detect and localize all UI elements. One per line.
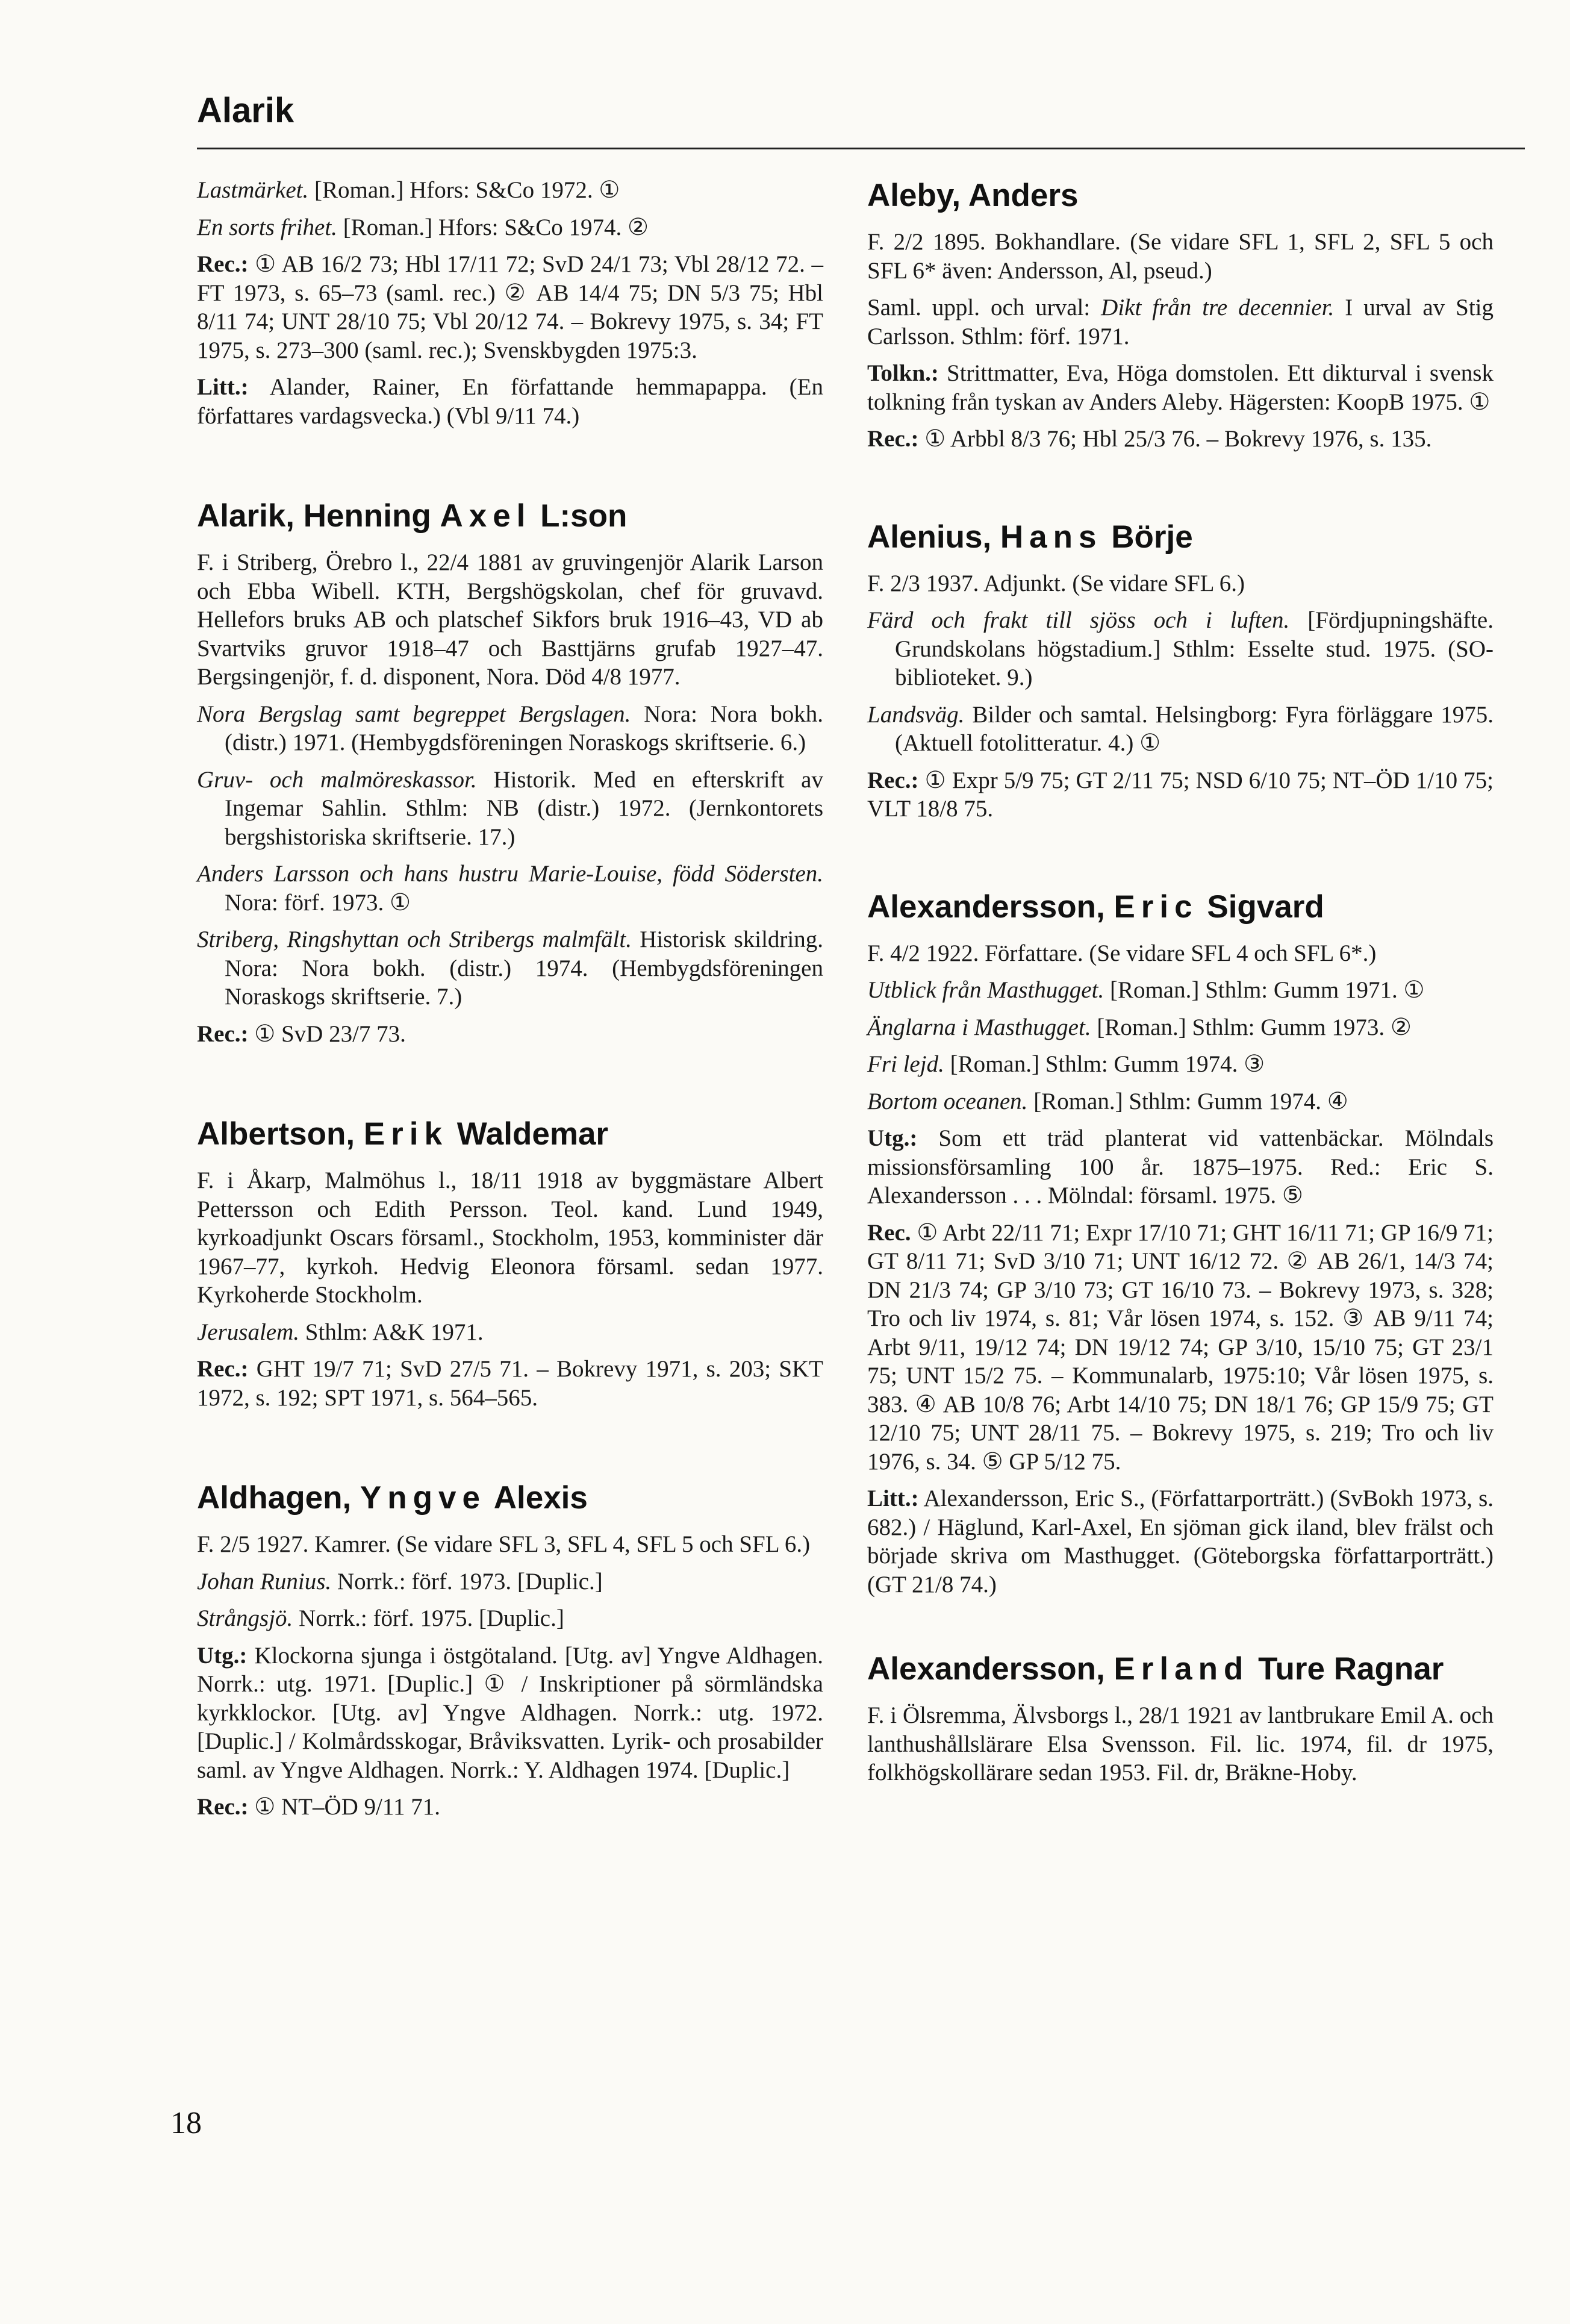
bibliography (867, 976, 1494, 1116)
literature: Litt.: Alander, Rainer, En författande hemmapappa. (En författares vardagsvecka.) (Vbl 9/11 74.) (197, 374, 823, 429)
bibliography (197, 1318, 823, 1347)
biography: F. 2/5 1927. Kamrer. (Se vidare SFL 3, SFL 4, SFL 5 och SFL 6.) (197, 1531, 811, 1557)
bibliography-item: Nora Bergslag samt begreppet Bergslagen. Nora: Nora bokh. (distr.) 1971. (Hembygdsföreningen Noraskogs skriftserie. 6.) (197, 701, 823, 755)
entry-alexandersson-eric (867, 887, 1494, 1599)
biography: F. i Striberg, Örebro l., 22/4 1881 av gruvingenjör Alarik Larson och Ebba Wibell. KTH, Bergshögskolan, chef för gruvavd. Hellefors bruks AB och platschef Sikfors bruk 1916–43, VD ab Svartviks gruvor 1918–47 och Basttjärns grufab 1927–47. Bergsingenjör, f. d. disponent, Nora. Död 4/8 1977. (197, 549, 823, 690)
bibliography-item: Gruv- och malmöreskassor. Historik. Med en efterskrift av Ingemar Sahlin. Sthlm: NB (distr.) 1972. (Jernkontorets bergshistoriska skriftserie. 17.) (197, 766, 823, 850)
biography: F. i Ölsremma, Älvsborgs l., 28/1 1921 av lantbrukare Emil A. och lanthushållslärare Elsa Svensson. Fil. lic. 1974, fil. dr 1975, folkhögskollärare sedan 1953. Fil. dr, Bräkne-Hoby. (867, 1702, 1494, 1785)
bibliography-item: Johan Runius. Norrk.: förf. 1973. [Duplic.] (197, 1568, 603, 1595)
bibliography-item: Utblick från Masthugget. [Roman.] Sthlm: Gumm 1971. ① (867, 977, 1425, 1003)
left-column (197, 176, 823, 1830)
bibliography-item: Bortom oceanen. [Roman.] Sthlm: Gumm 1974. ④ (867, 1088, 1348, 1114)
translations: Tolkn.: Strittmatter, Eva, Höga domstolen. Ett dikturval i svensk tolkning från tyskan av Anders Aleby. Hägersten: KoopB 1975. ① (867, 360, 1494, 415)
bibliography (867, 606, 1494, 758)
entry-heading: Alexandersson, Eric Sigvard (867, 889, 1324, 925)
entry-alarik-henning (197, 496, 823, 1048)
bibliography-item: Anders Larsson och hans hustru Marie-Louise, född Södersten. Nora: förf. 1973. ① (197, 861, 823, 916)
reviews: Rec.: ① SvD 23/7 73. (197, 1020, 406, 1047)
entry-heading: Alarik, Henning Axel L:son (197, 498, 628, 534)
entry-aleby (867, 176, 1494, 454)
bibliography-item: Strångsjö. Norrk.: förf. 1975. [Duplic.] (197, 1605, 564, 1631)
bibliography-item: Landsväg. Bilder och samtal. Helsingborg: Fyra förläggare 1975. (Aktuell fotolitteratur. 4.) ① (867, 701, 1494, 756)
biography: F. 4/2 1922. Författare. (Se vidare SFL 4 och SFL 6*.) (867, 940, 1377, 966)
entry-heading: Alenius, Hans Börje (867, 519, 1193, 555)
bibliography (197, 700, 823, 1011)
reviews: Rec.: ① Arbbl 8/3 76; Hbl 25/3 76. – Bokrevy 1976, s. 135. (867, 426, 1432, 452)
entry-albertson (197, 1114, 823, 1412)
entry-heading: Alexandersson, Erland Ture Ragnar (867, 1651, 1444, 1687)
biography: F. i Åkarp, Malmöhus l., 18/11 1918 av byggmästare Albert Pettersson och Edith Persson. Teol. kand. Lund 1949, kyrkoadjunkt Oscars församl., Stockholm, 1953, komminister där 1967–77, kyrkoh. Hedvig Eleonora församl. sedan 1977. Kyrkoherde Stockholm. (197, 1167, 823, 1308)
editor-works: Utg.: Klockorna sjunga i östgötaland. [Utg. av] Yngve Aldhagen. Norrk.: utg. 1971. [Duplic.] ① / Inskriptioner på sörmländska kyrkklockor. [Utg. av] Yngve Aldhagen. Norrk.: utg. 1972. [Duplic.] / Kolmårdsskogar, Bråviksvatten. Lyrik- och prosabilder saml. av Yngve Aldhagen. Norrk.: Y. Aldhagen 1974. [Duplic.] (197, 1642, 823, 1783)
entry-heading: Aleby, Anders (867, 178, 1079, 213)
reviews: Rec. ① Arbt 22/11 71; Expr 17/10 71; GHT 16/11 71; GP 16/9 71; GT 8/11 71; SvD 3/10 71; UNT 16/12 72. ② AB 26/1, 14/3 74; DN 21/3 74; GP 3/10 73; GT 16/10 73. – Bokrevy 1973, s. 328; Tro och liv 1974, s. 81; Vår lösen 1974, s. 152. ③ AB 9/11 74; Arbt 9/11, 19/12 74; DN 19/12 74; GP 3/10, 15/10 75; GT 23/1 75; UNT 15/2 75. – Kommunalarb, 1975:10; Vår lösen 1975, s. 383. ④ AB 10/8 76; Arbt 14/10 75; DN 18/1 76; GP 15/9 75; GT 12/10 75; UNT 28/11 75. – Bokrevy 1975, s. 219; Tro och liv 1976, s. 34. ⑤ GP 5/12 75. (867, 1219, 1494, 1475)
page-number: 18 (170, 2106, 202, 2140)
reviews: Rec.: ① AB 16/2 73; Hbl 17/11 72; SvD 24/1 73; Vbl 28/12 72. – FT 1973, s. 65–73 (saml. rec.) ② AB 14/4 75; DN 5/3 75; Hbl 8/11 74; UNT 28/10 75; Vbl 20/12 74. – Bokrevy 1975, s. 34; FT 1975, s. 273–300 (saml. rec.); Svenskbygden 1975:3. (197, 251, 823, 363)
entry-heading: Aldhagen, Yngve Alexis (197, 1480, 588, 1516)
bibliography-item: Jerusalem. Sthlm: A&K 1971. (197, 1319, 484, 1345)
header-rule (197, 148, 1525, 149)
bibliography-item: Striberg, Ringshyttan och Stribergs malmfält. Historisk skildring. Nora: Nora bokh. (distr.) 1974. (Hembygdsföreningen Noraskogs skriftserie. 7.) (197, 926, 823, 1010)
collected-works: Saml. uppl. och urval: Dikt från tre decennier. I urval av Stig Carlsson. Sthlm: förf. 1971. (867, 295, 1494, 349)
running-head: Alarik (197, 91, 294, 130)
bibliography (197, 1567, 823, 1633)
editor-works: Utg.: Som ett träd planterat vid vattenbäckar. Mölndals missionsförsamling 100 år. 1875–1975. Red.: Eric S. Alexandersson . . . Mölndal: församl. 1975. ⑤ (867, 1125, 1494, 1208)
entry-heading: Albertson, Erik Waldemar (197, 1116, 609, 1152)
reviews: Rec.: GHT 19/7 71; SvD 27/5 71. – Bokrevy 1971, s. 203; SKT 1972, s. 192; SPT 1971, s. 564–565. (197, 1356, 823, 1411)
reviews: Rec.: ① Expr 5/9 75; GT 2/11 75; NSD 6/10 75; NT–ÖD 1/10 75; VLT 18/8 75. (867, 767, 1494, 822)
biography: F. 2/3 1937. Adjunkt. (Se vidare SFL 6.) (867, 570, 1245, 596)
entry-alenius (867, 517, 1494, 823)
entry-aldhagen (197, 1478, 823, 1822)
bibliography-item: Färd och frakt till sjöss och i luften. [Fördjupningshäfte. Grundskolans högstadium.] Sthlm: Esselte stud. 1975. (SO-biblioteket. 9.) (867, 607, 1494, 690)
bibliography (197, 176, 823, 242)
bibliography-item: Fri lejd. [Roman.] Sthlm: Gumm 1974. ③ (867, 1051, 1265, 1077)
biography: F. 2/2 1895. Bokhandlare. (Se vidare SFL 1, SFL 2, SFL 5 och SFL 6* även: Andersson, Al, pseud.) (867, 229, 1494, 284)
bibliography-item: Änglarna i Masthugget. [Roman.] Sthlm: Gumm 1973. ② (867, 1014, 1412, 1040)
bibliography-item: Lastmärket. [Roman.] Hfors: S&Co 1972. ① (197, 177, 620, 203)
reviews: Rec.: ① NT–ÖD 9/11 71. (197, 1794, 440, 1820)
entry-alarik-continued (197, 176, 823, 430)
literature: Litt.: Alexandersson, Eric S., (Författarporträtt.) (SvBokh 1973, s. 682.) / Häglund, Karl-Axel, En sjöman gick iland, blev frälst och började skriva om Masthugget. (Göteborgska författarporträtt.) (GT 21/8 74.) (867, 1485, 1494, 1598)
right-column (867, 176, 1494, 1796)
entry-alexandersson-erland (867, 1649, 1494, 1787)
bibliography-item: En sorts frihet. [Roman.] Hfors: S&Co 1974. ② (197, 214, 649, 240)
